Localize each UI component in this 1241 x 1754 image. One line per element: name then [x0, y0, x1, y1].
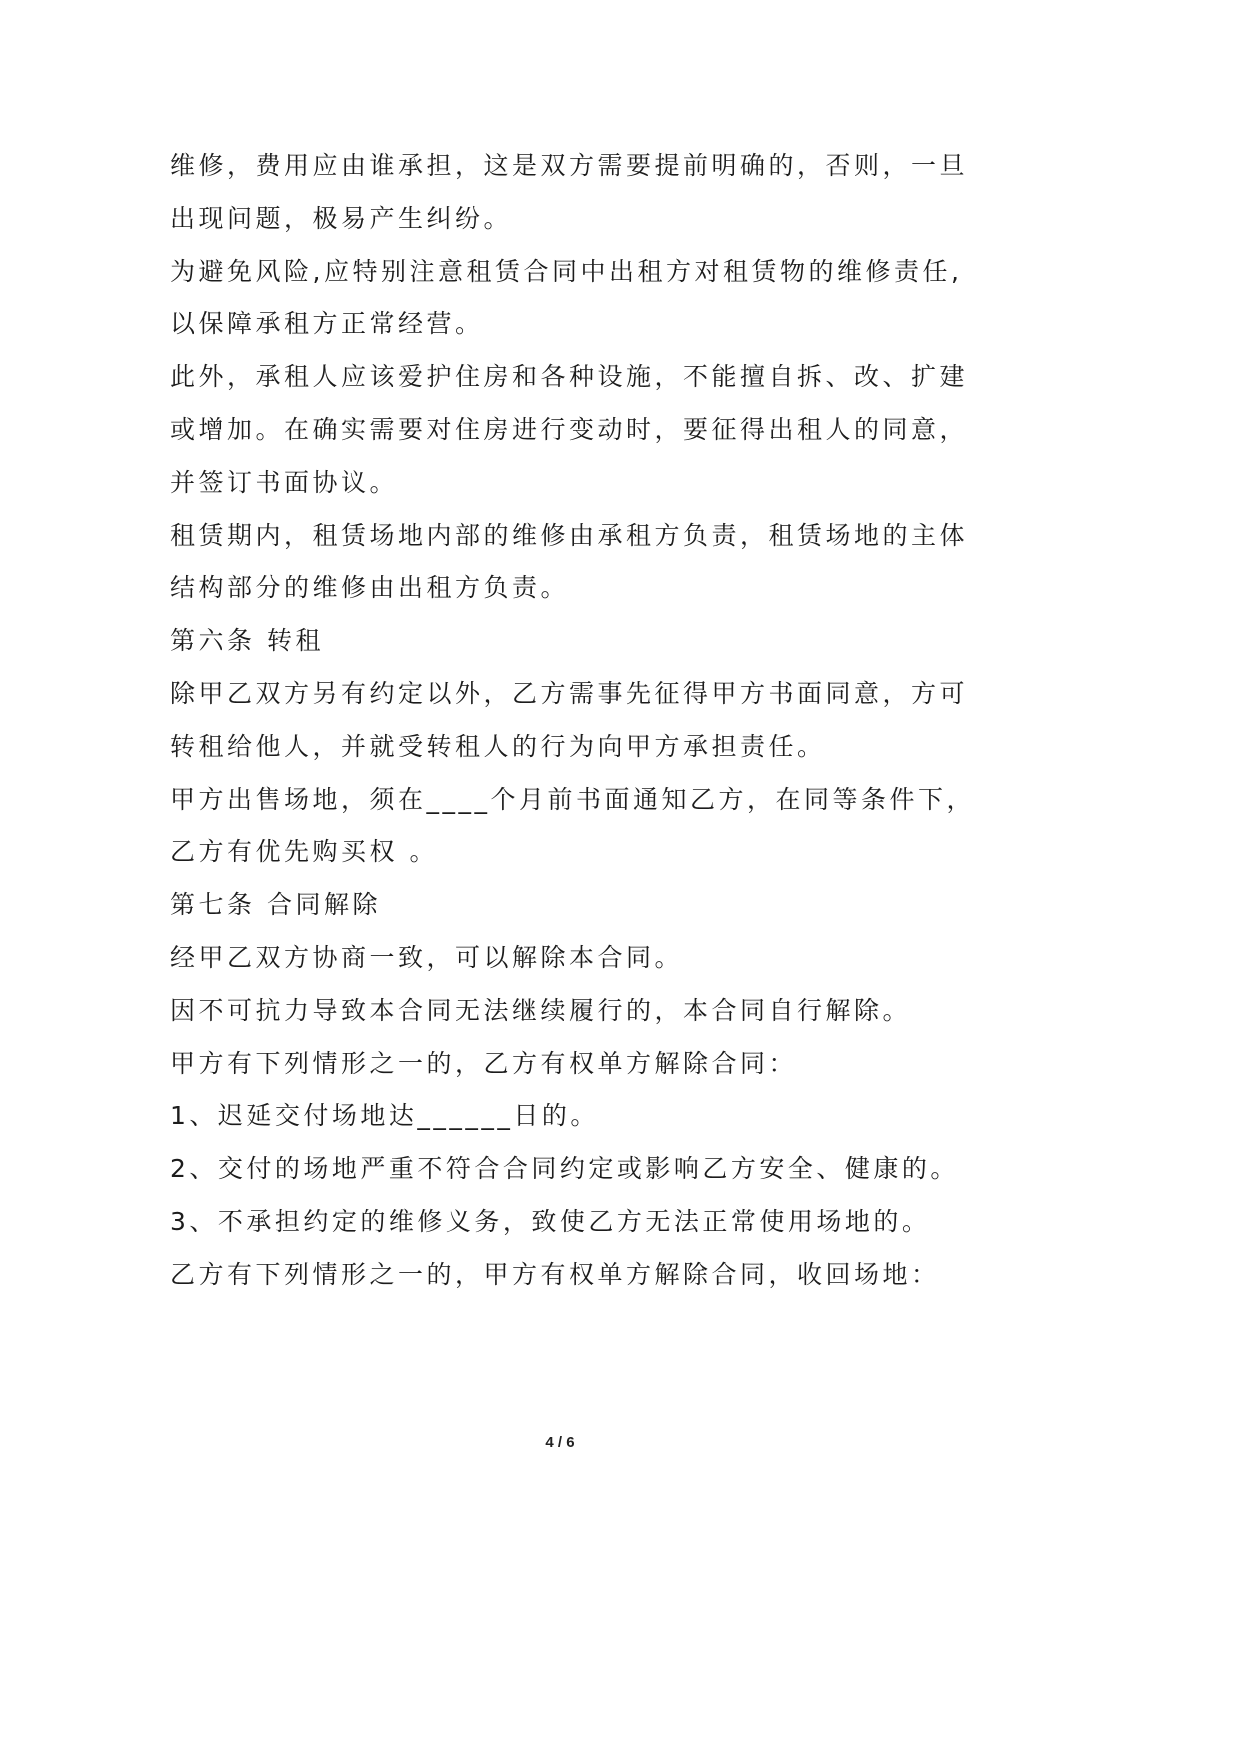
section-heading: 第七条 合同解除	[170, 890, 381, 920]
text-line: 租赁期内，租赁场地内部的维修由承租方负责，租赁场地的主体	[170, 520, 969, 550]
text-line: 维修，费用应由谁承担，这是双方需要提前明确的，否则，一旦	[170, 151, 969, 180]
document-body	[170, 140, 976, 1302]
text-line: 并签订书面协议。	[170, 467, 399, 497]
list-item: 2、交付的场地严重不符合合同约定或影响乙方安全、健康的。	[170, 1154, 959, 1184]
section-heading: 第六条 转租	[170, 626, 324, 656]
text-line: 为避免风险,应特别注意租赁合同中出租方对租赁物的维修责任,	[170, 256, 963, 286]
text-line: 或增加。在确实需要对住房进行变动时，要征得出租人的同意，	[170, 414, 969, 444]
text-line: 甲方有下列情形之一的，乙方有权单方解除合同：	[170, 1048, 798, 1078]
text-line: 乙方有优先购买权 。	[170, 837, 438, 867]
text-line: 经甲乙双方协商一致，可以解除本合同。	[170, 942, 684, 972]
text-line: 除甲乙双方另有约定以外，乙方需事先征得甲方书面同意，方可	[170, 678, 969, 708]
text-line: 因不可抗力导致本合同无法继续履行的，本合同自行解除。	[170, 995, 912, 1025]
text-line: 甲方出售场地，须在____个月前书面通知乙方，在同等条件下，	[170, 784, 976, 814]
text-line: 以保障承租方正常经营。	[170, 309, 484, 339]
list-item: 1、迟延交付场地达______日的。	[170, 1101, 599, 1131]
list-item: 3、不承担约定的维修义务，致使乙方无法正常使用场地的。	[170, 1206, 931, 1236]
text-line: 转租给他人，并就受转租人的行为向甲方承担责任。	[170, 731, 826, 761]
text-line: 乙方有下列情形之一的，甲方有权单方解除合同，收回场地：	[170, 1259, 940, 1289]
page-number: 4 / 6	[545, 1434, 575, 1451]
text-line: 出现问题，极易产生纠纷。	[170, 203, 513, 233]
text-line: 此外，承租人应该爱护住房和各种设施，不能擅自拆、改、扩建	[170, 362, 969, 392]
text-line: 结构部分的维修由出租方负责。	[170, 573, 570, 603]
